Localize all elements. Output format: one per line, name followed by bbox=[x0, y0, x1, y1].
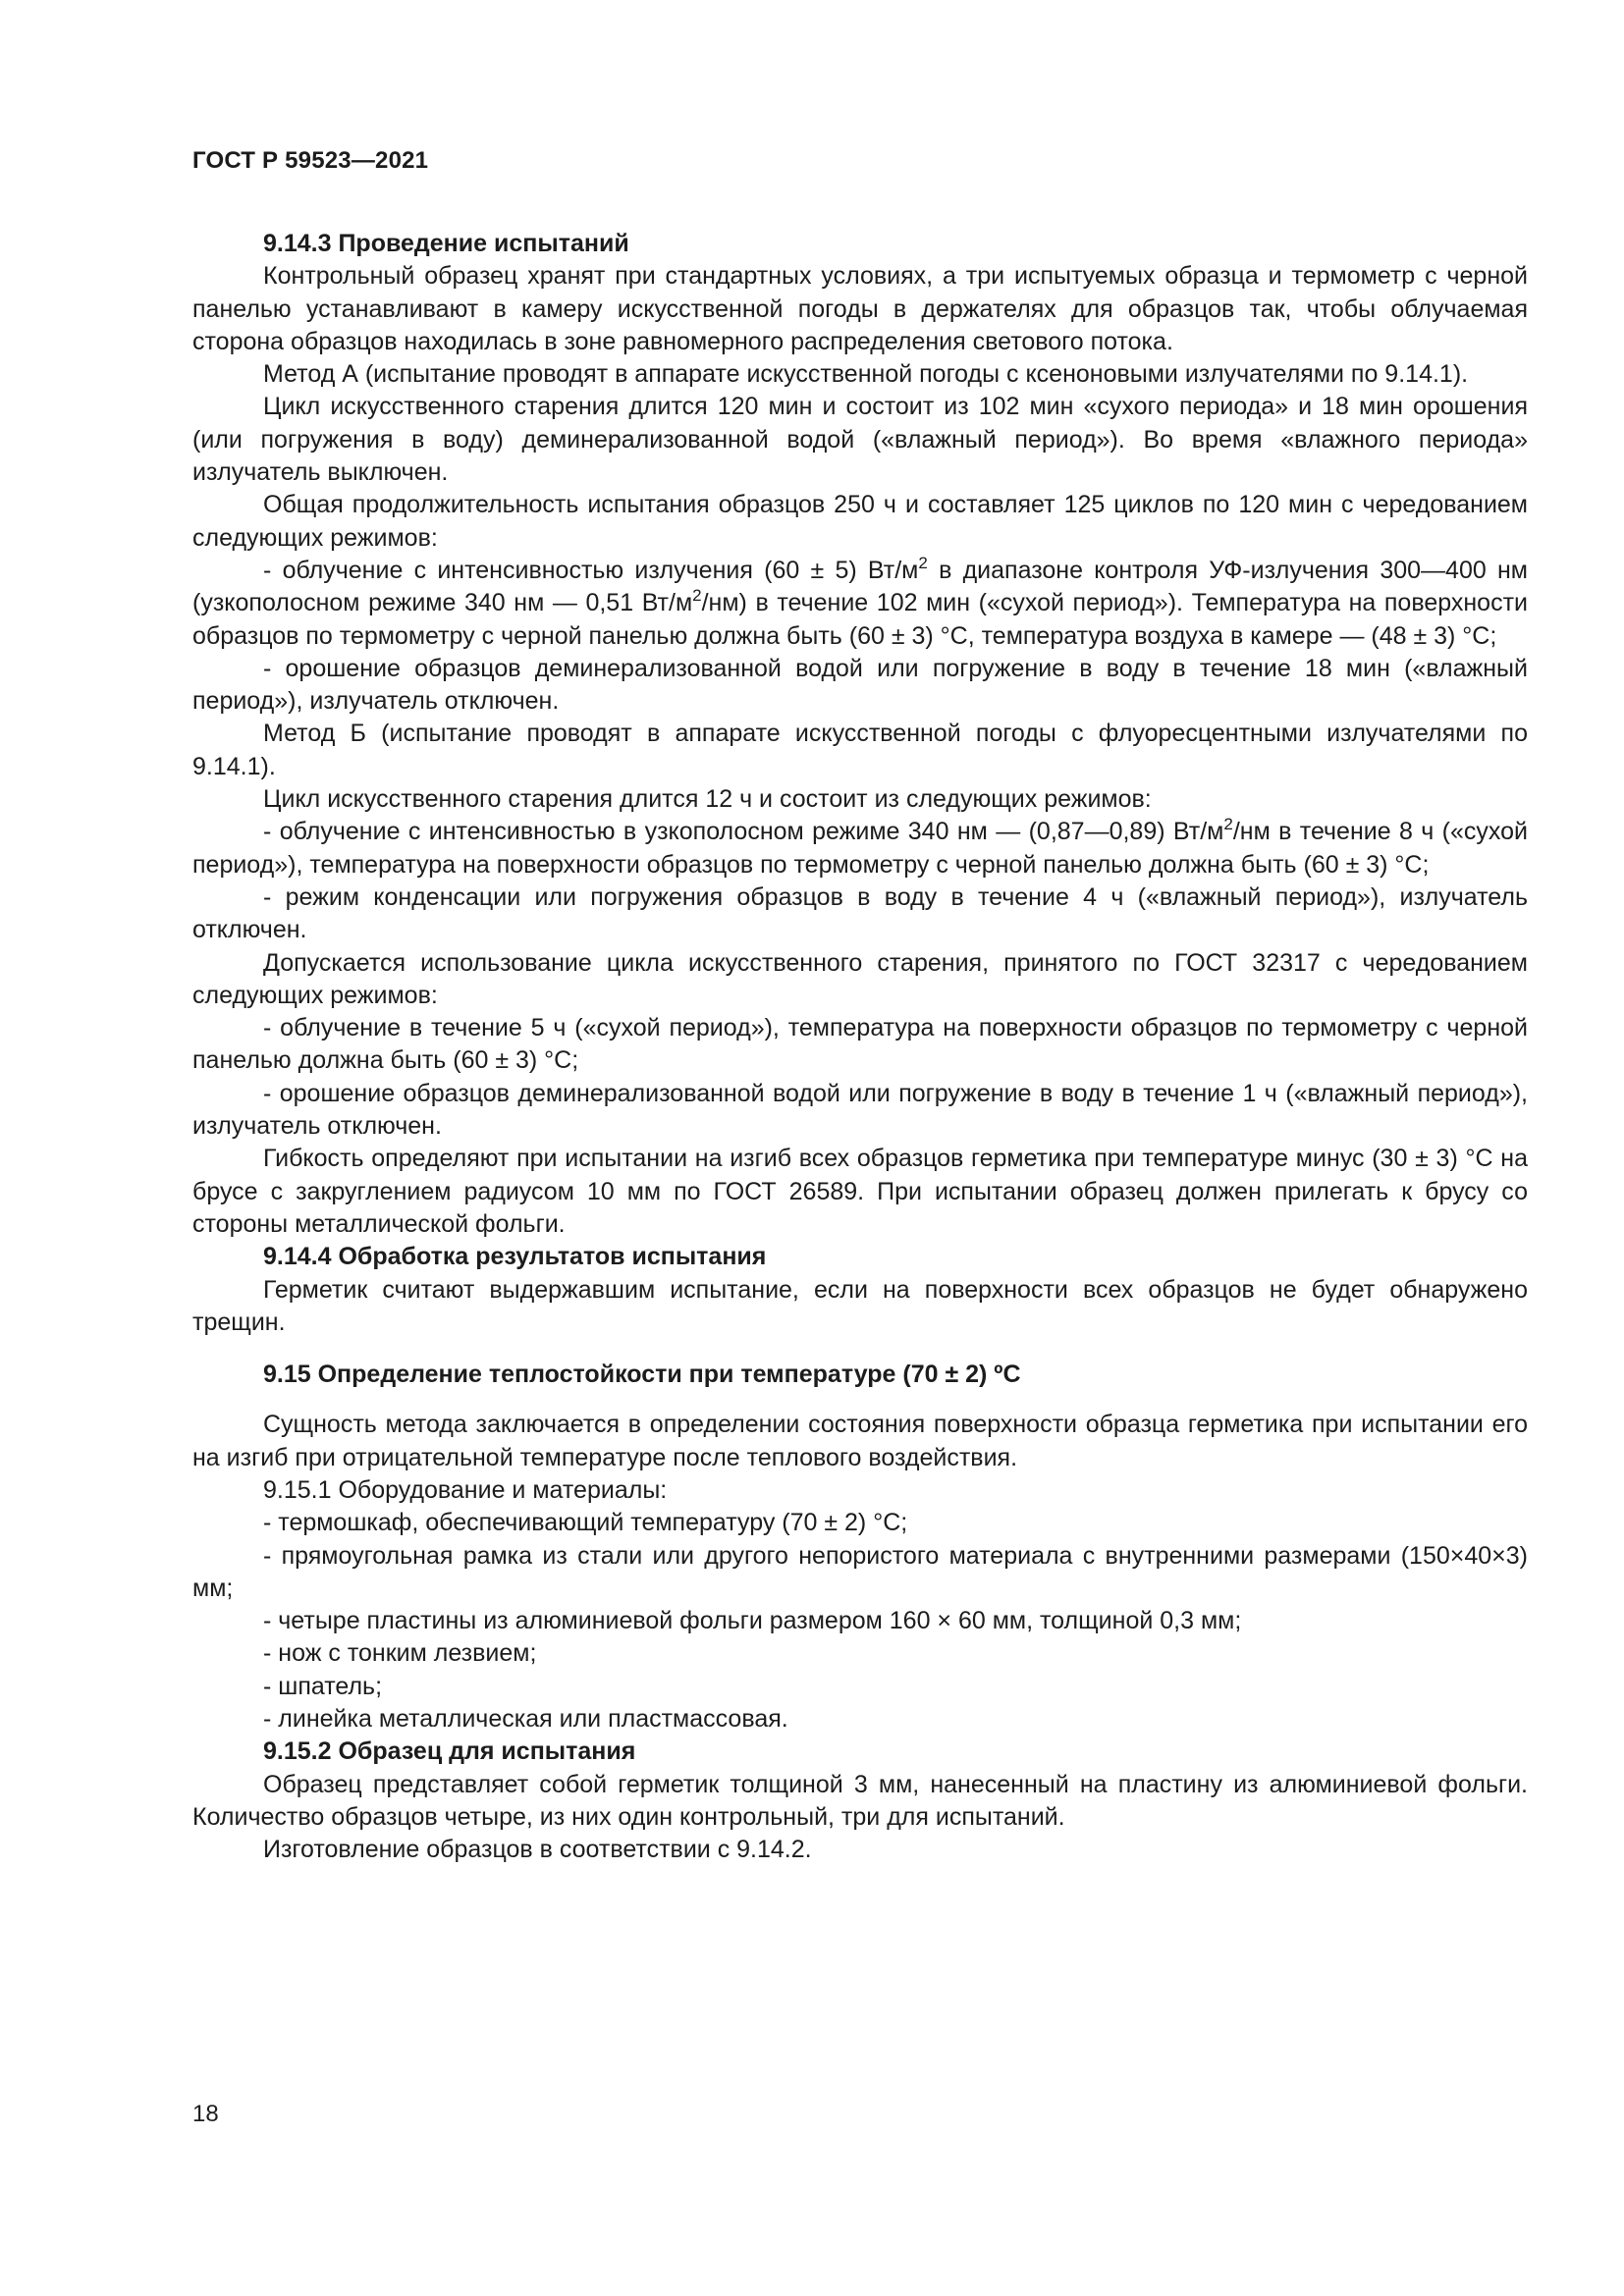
body-paragraph: Общая продолжительность испытания образцов 250 ч и составляет 125 циклов по 120 мин с чередованием следующих режимов: bbox=[192, 491, 1528, 552]
body-paragraph: Изготовление образцов в соответствии с 9.14.2. bbox=[263, 1836, 812, 1864]
section-heading: 9.15.2 Образец для испытания bbox=[263, 1737, 636, 1766]
section-heading: 9.14.4 Обработка результатов испытания bbox=[263, 1243, 767, 1271]
document-header: ГОСТ Р 59523—2021 bbox=[192, 147, 429, 174]
body-paragraph: - шпатель; bbox=[263, 1672, 383, 1700]
body-paragraph: - орошение образцов деминерализованной водой или погружение в воду в течение 18 мин («влажный период»), излучатель отключен. bbox=[192, 654, 1528, 716]
body-paragraph: - четыре пластины из алюминиевой фольги размером 160 × 60 мм, толщиной 0,3 мм; bbox=[263, 1607, 1242, 1635]
body-paragraph: Герметик считают выдержавшим испытание, если на поверхности всех образцов не будет обнаружено трещин. bbox=[192, 1275, 1528, 1336]
body-paragraph: Цикл искусственного старения длится 12 ч и состоит из следующих режимов: bbox=[263, 785, 1152, 814]
document-body bbox=[192, 228, 1528, 1867]
body-paragraph: - прямоугольная рамка из стали или другого непористого материала с внутренними размерами (150×40×3) мм; bbox=[192, 1541, 1528, 1602]
body-paragraph: Сущность метода заключается в определении состояния поверхности образца герметика при испытании его на изгиб при отрицательной температуре после теплового воздействия. bbox=[192, 1411, 1528, 1471]
body-paragraph: - орошение образцов деминерализованной водой или погружение в воду в течение 1 ч («влажный период»), излучатель отключен. bbox=[192, 1079, 1528, 1141]
body-paragraph: Метод Б (испытание проводят в аппарате искусственной погоды с флуоресцентными излучателями по 9.14.1). bbox=[192, 720, 1528, 780]
body-paragraph: Образец представляет собой герметик толщиной 3 мм, нанесенный на пластину из алюминиевой фольги. Количество образцов четыре, из них один контрольный, три для испытаний. bbox=[192, 1770, 1528, 1831]
body-paragraph: - облучение в течение 5 ч («сухой период»), температура на поверхности образцов по термометру с черной панелью должна быть (60 ± 3) °С; bbox=[192, 1014, 1528, 1075]
major-section-heading: 9.15 Определение теплостойкости при температуре (70 ± 2) ºС bbox=[263, 1361, 1021, 1389]
body-paragraph: Метод А (испытание проводят в аппарате искусственной погоды с ксеноновыми излучателями по 9.14.1). bbox=[263, 360, 1469, 389]
body-paragraph: Контрольный образец хранят при стандартных условиях, а три испытуемых образца и термометр с черной панелью устанавливают в камеру искусственной погоды в держателях для образцов так, чтобы облучаемая сторона образцов находилась в зоне равномерного распределения светового потока. bbox=[192, 262, 1528, 355]
body-paragraph: - термошкаф, обеспечивающий температуру (70 ± 2) °С; bbox=[263, 1509, 908, 1537]
body-paragraph: Допускается использование цикла искусственного старения, принятого по ГОСТ 32317 с чередованием следующих режимов: bbox=[192, 948, 1528, 1009]
body-paragraph: 9.15.1 Оборудование и материалы: bbox=[263, 1475, 668, 1504]
body-paragraph: Гибкость определяют при испытании на изгиб всех образцов герметика при температуре минус (30 ± 3) °С на брусе с закруглением радиусом 10 мм по ГОСТ 26589. При испытании образец должен прилегать к брусу со стороны металлической фольги. bbox=[192, 1145, 1528, 1238]
page-number: 18 bbox=[192, 2101, 219, 2127]
body-paragraph: - режим конденсации или погружения образцов в воду в течение 4 ч («влажный период»), излучатель отключен. bbox=[192, 882, 1528, 944]
body-paragraph: - нож с тонким лезвием; bbox=[263, 1639, 537, 1668]
body-paragraph: Цикл искусственного старения длится 120 мин и состоит из 102 мин «сухого периода» и 18 мин орошения (или погружения в воду) деминерализованной водой («влажный период»). Во время «влажного периода» излучатель выключен. bbox=[192, 393, 1528, 487]
section-heading: 9.14.3 Проведение испытаний bbox=[263, 230, 629, 257]
body-paragraph: - облучение с интенсивностью излучения (60 ± 5) $Вт/м^2$ в диапазоне контроля УФ-излучения 300—400 нм (узкополосном режиме 340 нм — 0,51 $Вт/м^2/нм$) в течение 102 мин («сухой период»). Температура на поверхности образцов по термометру с черной панелью должна быть (60 ± 3) °С, температура воздуха в камере — (48 ± 3) °С; bbox=[192, 553, 1528, 650]
body-paragraph: - облучение с интенсивностью в узкополосном режиме 340 нм — (0,87—0,89) $Вт/м^2/нм$ в течение 8 ч («сухой период»), температура на поверхности образцов по термометру с черной панелью должна быть (60 ± 3) °С; bbox=[192, 815, 1528, 879]
body-paragraph: - линейка металлическая или пластмассовая. bbox=[263, 1705, 788, 1734]
